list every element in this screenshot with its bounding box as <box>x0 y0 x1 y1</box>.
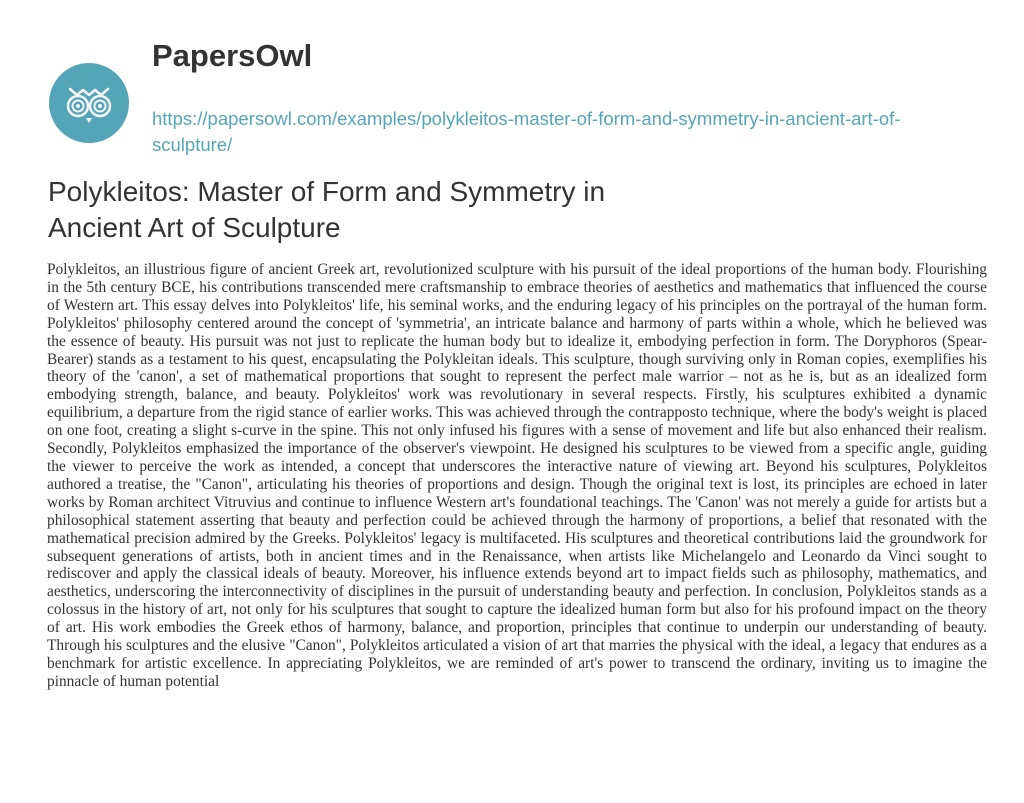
owl-icon <box>48 62 130 144</box>
page-title: Polykleitos: Master of Form and Symmetry in Ancient Art of Sculpture <box>48 176 606 243</box>
brand-name: PapersOwl <box>152 38 313 73</box>
essay-body: Polykleitos, an illustrious figure of ancient Greek art, revolutionized sculpture with his pursuit of the ideal proportions of the human body. Flourishing in the 5th century BCE, his contributions transcended mere craftsmanship to embrace theories of aesthetics and mathematics that influenced the course of Western art. This essay delves into Polykleitos' life, his seminal works, and the enduring legacy of his principles on the portrayal of the human form. Polykleitos' philosophy centered around the concept of 'symmetria', an intricate balance and harmony of parts within a whole, which he believed was the essence of beauty. His pursuit was not just to replicate the human body but to idealize it, embodying perfection in form. The Doryphoros (Spear-Bearer) stands as a testament to his quest, encapsulating the Polykleitan ideals. This sculpture, though surviving only in Roman copies, exemplifies his theory of the 'canon', a set of mathematical proportions that sought to represent the perfect male warrior – not as he is, but as an idealized form embodying strength, balance, and beauty. Polykleitos' work was revolutionary in several respects. Firstly, his sculptures exhibited a dynamic equilibrium, a departure from the rigid stance of earlier works. This was achieved through the contrapposto technique, where the body's weight is placed on one foot, creating a slight s-curve in the spine. This not only infused his figures with a sense of movement and life but also enhanced their realism. Secondly, Polykleitos emphasized the importance of the observer's viewpoint. He designed his sculptures to be viewed from a specific angle, guiding the viewer to perceive the work as intended, a concept that underscores the interactive nature of viewing art. Beyond his sculptures, Polykleitos authored a treatise, the "Canon", articulating his theories of proportions and design. Though the original text is lost, its principles are echoed in later works by Roman architect Vitruvius and continue to influence Western art's foundational teachings. The 'Canon' was not merely a guide for artists but a philosophical statement asserting that beauty and perfection could be achieved through the harmony of proportions, a belief that resonated with the mathematical precision admired by the Greeks. Polykleitos' legacy is multifaceted. His sculptures and theoretical contributions laid the groundwork for subsequent generations of artists, both in ancient times and in the Renaissance, when artists like Michelangelo and Leonardo da Vinci sought to rediscover and apply the classical ideals of beauty. Moreover, his influence extends beyond art to impact fields such as philosophy, mathematics, and aesthetics, underscoring the interconnectivity of disciplines in the pursuit of understanding beauty and perfection. In conclusion, Polykleitos stands as a colossus in the history of art, not only for his sculptures that sought to capture the idealized human form but also for his profound impact on the theory of art. His work embodies the Greek ethos of harmony, balance, and proportion, principles that continue to underpin our understanding of beauty. Through his sculptures and the elusive "Canon", Polykleitos articulated a vision of art that marries the physical with the ideal, a legacy that endures as a benchmark for artistic excellence. In appreciating Polykleitos, we are reminded of art's power to transcend the ordinary, inviting us to imagine the pinnacle of human potential <box>47 261 987 690</box>
source-url[interactable]: https://papersowl.com/examples/polykleitos-master-of-form-and-symmetry-in-ancient-art-of-sculpture/ <box>152 108 901 155</box>
